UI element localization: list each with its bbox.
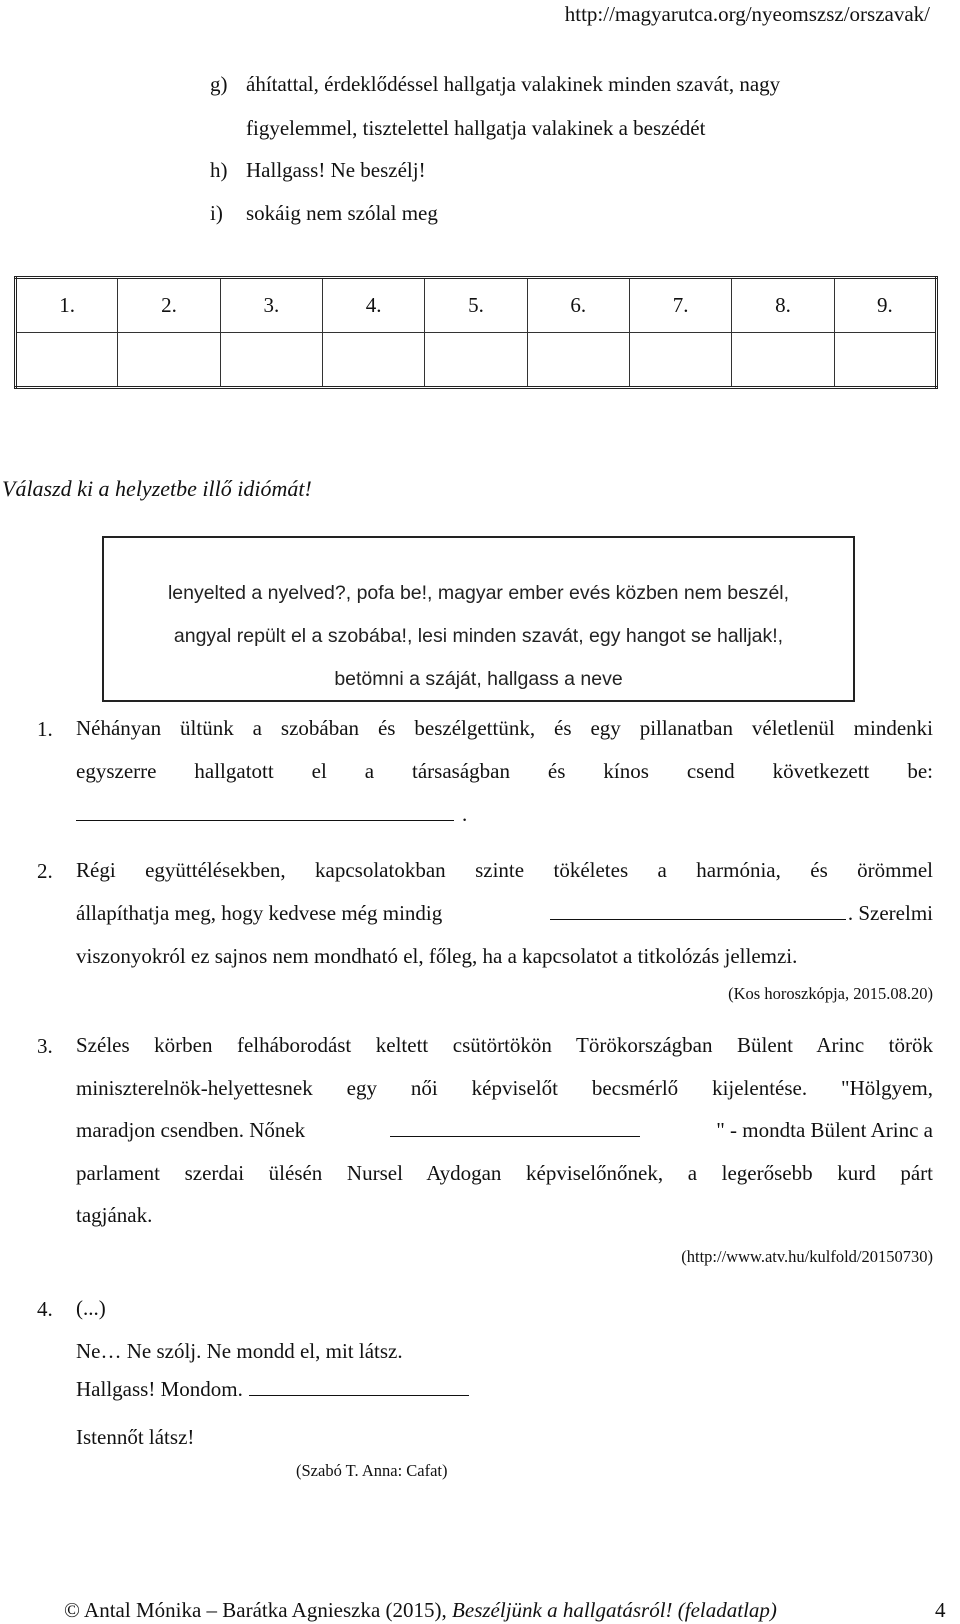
- exercise-2-number: 2.: [37, 859, 53, 883]
- exercise-2-line: Régi együttélésekben, kapcsolatokban szinte tökéletes a harmónia, és örömmel: [76, 858, 933, 882]
- definition-label: h): [210, 158, 228, 182]
- sentence-end: .: [462, 802, 468, 826]
- exercise-3-number: 3.: [37, 1034, 53, 1058]
- answer-blank[interactable]: [550, 899, 846, 920]
- answer-cell[interactable]: [834, 333, 936, 388]
- answer-cell[interactable]: [425, 333, 527, 388]
- answer-number: 6.: [527, 278, 629, 333]
- exercise-3-line: parlament szerdai ülésén Nursel Aydogan képviselőnőnek, a legerősebb kurd párt: [76, 1161, 933, 1185]
- answer-number: 3.: [220, 278, 322, 333]
- idiom-box: [102, 536, 855, 702]
- definition-h: [210, 158, 426, 183]
- answer-table-header-row: [16, 278, 937, 333]
- exercise-3-line: [76, 1109, 933, 1152]
- answer-number: 4.: [322, 278, 424, 333]
- exercise-2-blank-group: [550, 892, 933, 935]
- footer-title: Beszéljünk a hallgatásról! (feladatlap): [452, 1598, 777, 1622]
- answer-blank[interactable]: [76, 800, 454, 821]
- answer-cell[interactable]: [527, 333, 629, 388]
- exercise-3-text: " - mondta Bülent Arinc a: [716, 1118, 933, 1142]
- answer-table: [14, 276, 938, 389]
- exercise-1-number: 1.: [37, 717, 53, 741]
- answer-number: 8.: [732, 278, 834, 333]
- exercise-3-text: maradjon csendben. Nőnek: [76, 1118, 306, 1142]
- answer-cell[interactable]: [732, 333, 834, 388]
- idiom-line: betömni a száját, hallgass a neve: [334, 668, 623, 690]
- source-citation: (Szabó T. Anna: Cafat): [296, 1461, 448, 1480]
- answer-blank[interactable]: [249, 1375, 469, 1396]
- exercise-2-text: . Szerelmi: [847, 901, 933, 925]
- definition-text: áhítattal, érdeklődéssel hallgatja valakinek minden szavát, nagy: [246, 72, 781, 96]
- exercise-1-line: egyszerre hallgatott el a társaságban és kínos csend következett be:: [76, 759, 933, 783]
- footer-authors: © Antal Mónika – Barátka Agnieszka (2015),: [64, 1598, 453, 1622]
- definition-i: [210, 201, 438, 226]
- page-number: 4: [935, 1598, 946, 1622]
- definition-g: [210, 72, 780, 97]
- answer-cell[interactable]: [322, 333, 424, 388]
- definition-label: i): [210, 201, 223, 225]
- answer-number: 5.: [425, 278, 527, 333]
- task-title: Válaszd ki a helyzetbe illő idiómát!: [2, 476, 312, 501]
- source-citation: (Kos horoszkópja, 2015.08.20): [728, 984, 933, 1003]
- answer-blank[interactable]: [390, 1116, 640, 1137]
- exercise-3-line: tagjának.: [76, 1203, 153, 1227]
- answer-number: 1.: [16, 278, 118, 333]
- source-citation: (http://www.atv.hu/kulfold/20150730): [681, 1247, 933, 1266]
- idiom-line: angyal repült el a szobába!, lesi minden szavát, egy hangot se halljak!,: [173, 625, 784, 647]
- answer-number: 7.: [629, 278, 731, 333]
- poem-text: Hallgass! Mondom.: [76, 1377, 243, 1401]
- exercise-4-number: 4.: [37, 1297, 53, 1321]
- poem-line-with-blank: [76, 1374, 469, 1404]
- footer-copyright: [64, 1598, 777, 1623]
- poem-line: Istennőt látsz!: [76, 1425, 195, 1449]
- definition-text: sokáig nem szólal meg: [246, 201, 438, 225]
- answer-number: 9.: [834, 278, 936, 333]
- header-url[interactable]: http://magyarutca.org/nyeomszsz/orszavak/: [564, 2, 930, 26]
- definition-label: g): [210, 72, 228, 96]
- definition-text: Hallgass! Ne beszélj!: [246, 158, 426, 182]
- exercise-2-line: [76, 892, 933, 935]
- answer-cell[interactable]: [629, 333, 731, 388]
- exercise-1-line: Néhányan ültünk a szobában és beszélgettünk, és egy pillanatban véletlenül mindenki: [76, 716, 933, 740]
- exercise-2-text: állapíthatja meg, hogy kedvese még mindig: [76, 901, 443, 925]
- definition-g-continued: figyelemmel, tisztelettel hallgatja valakinek a beszédét: [246, 116, 706, 140]
- idiom-line: lenyelted a nyelved?, pofa be!, magyar ember evés közben nem beszél,: [167, 582, 790, 604]
- answer-table-answer-row: [16, 333, 937, 388]
- answer-number: 2.: [118, 278, 220, 333]
- poem-line: Ne… Ne szólj. Ne mondd el, mit látsz.: [76, 1339, 403, 1363]
- exercise-3-line: Széles körben felháborodást keltett csütörtökön Törökországban Bülent Arinc török: [76, 1033, 933, 1057]
- exercise-1-answer: [76, 800, 467, 827]
- exercise-3-line: miniszterelnök-helyettesnek egy női képviselőt becsmérlő kijelentése. "Hölgyem,: [76, 1076, 933, 1100]
- answer-cell[interactable]: [16, 333, 118, 388]
- answer-cell[interactable]: [118, 333, 220, 388]
- answer-cell[interactable]: [220, 333, 322, 388]
- poem-line: (...): [76, 1296, 106, 1320]
- exercise-2-line: viszonyokról ez sajnos nem mondható el, főleg, ha a kapcsolatot a titkolózás jellemzi.: [76, 944, 798, 968]
